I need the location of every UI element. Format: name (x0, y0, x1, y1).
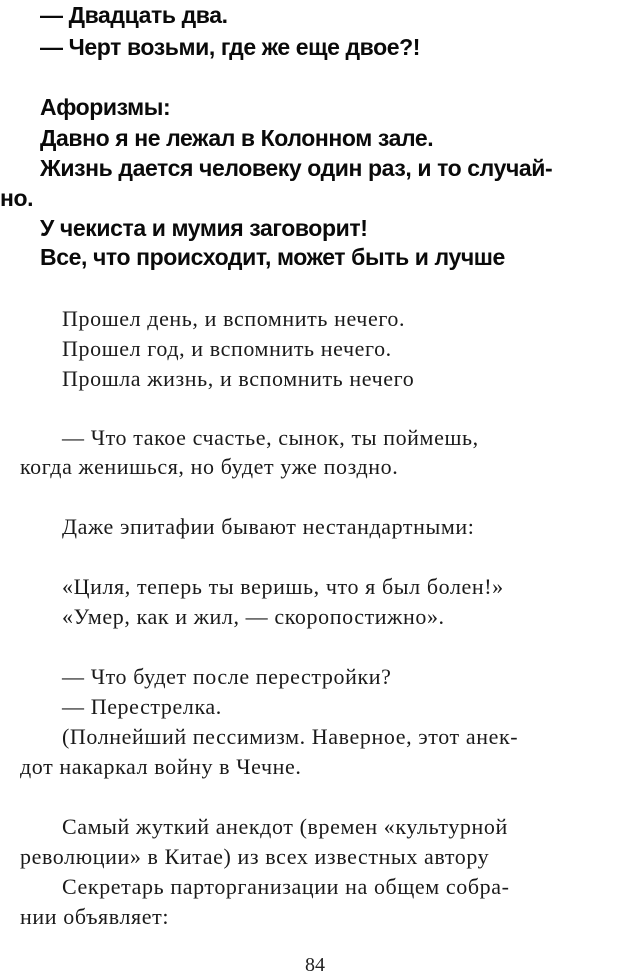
joke-line: — Перестрелка. (62, 694, 222, 719)
joke-line: дот накаркал войну в Чечне. (20, 754, 302, 779)
aphorism-line: У чекиста и мумия заговорит! (40, 215, 368, 241)
dialogue-line: — Черт возьми, где же еще двое?! (40, 34, 421, 60)
aphorism-line: но. (0, 185, 34, 211)
joke-line: — Что будет после перестройки? (62, 664, 392, 689)
aphorism-line: Давно я не лежал в Колонном зале. (40, 125, 434, 151)
joke-line: нии объявляет: (20, 904, 170, 929)
epitaph-line: «Циля, теперь ты веришь, что я был болен!» (62, 574, 504, 599)
joke-line: Самый жуткий анекдот (времен «культурной (62, 814, 508, 839)
joke-line: когда женишься, но будет уже поздно. (20, 454, 399, 479)
joke-line: — Что такое счастье, сынок, ты поймешь, (62, 425, 479, 450)
joke-line: Секретарь парторганизации на общем собра- (62, 874, 510, 899)
aphorisms-heading: Афоризмы: (40, 94, 171, 120)
epitaph-intro: Даже эпитафии бывают нестандартными: (62, 514, 475, 539)
verse-line: Прошел год, и вспомнить нечего. (62, 336, 392, 361)
verse-line: Прошел день, и вспомнить нечего. (62, 306, 406, 331)
verse-line: Прошла жизнь, и вспомнить нечего (62, 366, 415, 391)
joke-line: революции» в Китае) из всех известных автору (20, 844, 490, 869)
page-number: 84 (305, 954, 325, 976)
aphorism-line: Все, что происходит, может быть и лучше (40, 244, 505, 270)
joke-line: (Полнейший пессимизм. Наверное, этот анек- (62, 724, 519, 749)
epitaph-line: «Умер, как и жил, — скоропостижно». (62, 604, 445, 629)
dialogue-line: — Двадцать два. (40, 2, 228, 28)
aphorism-line: Жизнь дается человеку один раз, и то случай- (40, 155, 553, 181)
